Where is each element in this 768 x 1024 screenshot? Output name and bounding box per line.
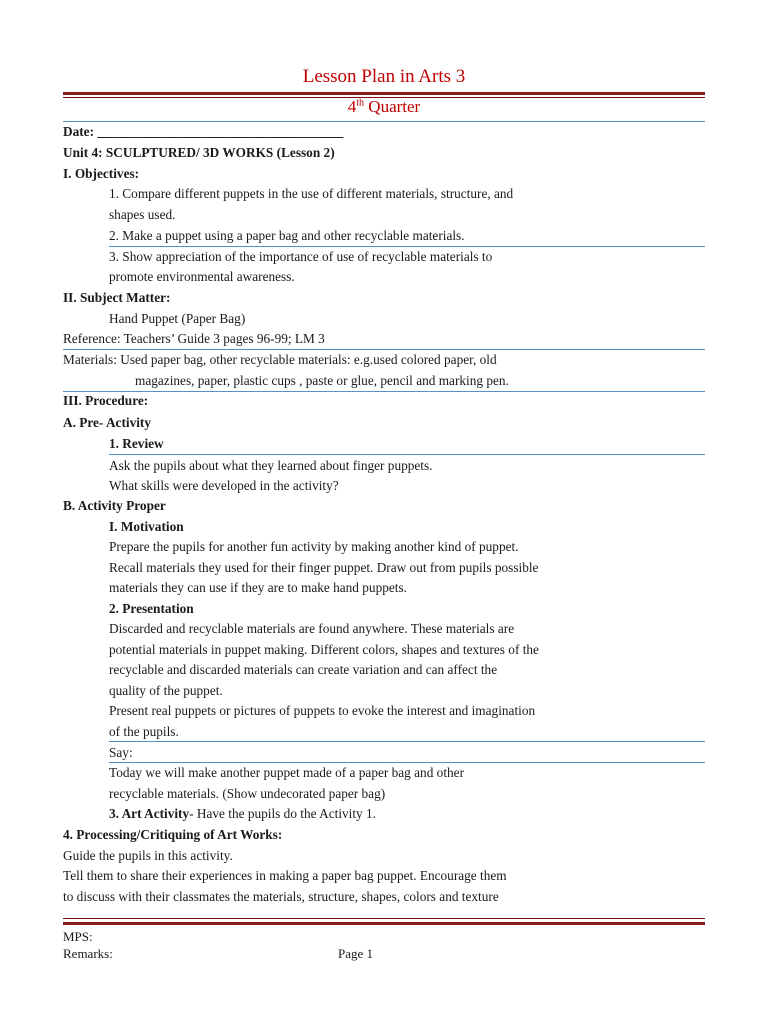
art-activity-heading: 3. Art Activity [109, 806, 190, 821]
date-line: Date: _____________________________________ [63, 124, 344, 139]
processing-text-a: Guide the pupils in this activity. [63, 848, 233, 863]
objective-3b: promote environmental awareness. [109, 269, 295, 284]
materials-line-a: Materials: Used paper bag, other recyclable materials: e.g.used colored paper, old [63, 352, 497, 367]
objectives-heading: I. Objectives: [63, 166, 140, 181]
activity-proper-heading: B. Activity Proper [63, 498, 166, 513]
materials-line-b: magazines, paper, plastic cups , paste or glue, pencil and marking pen. [135, 373, 509, 388]
art-activity-line [109, 806, 376, 822]
reference-separator [63, 349, 705, 350]
quarter-word: Quarter [368, 97, 421, 116]
reference-line: Reference: Teachers’ Guide 3 pages 96-99; LM 3 [63, 331, 325, 346]
footer-mps: MPS: [63, 929, 93, 944]
procedure-heading: III. Procedure: [63, 393, 149, 408]
objective-2: 2. Make a puppet using a paper bag and other recyclable materials. [109, 228, 465, 243]
page-number: Page 1 [338, 946, 374, 961]
say-separator [109, 762, 705, 763]
materials-separator [63, 391, 705, 392]
objective-1a: 1. Compare different puppets in the use of different materials, structure, and [109, 186, 514, 201]
footer-rule-thick [63, 922, 705, 925]
presentation-separator [109, 741, 705, 742]
subject-matter-heading: II. Subject Matter: [63, 290, 171, 305]
say-text-a: Today we will make another puppet made of a paper bag and other [109, 765, 464, 780]
presentation-text-b: potential materials in puppet making. Different colors, shapes and textures of the [109, 642, 539, 657]
presentation-text-f: of the pupils. [109, 724, 179, 739]
objective-separator [109, 246, 705, 247]
quarter-number: 4 [347, 97, 357, 116]
motivation-text-a: Prepare the pupils for another fun activity by making another kind of puppet. [109, 539, 519, 554]
review-text-a: Ask the pupils about what they learned about finger puppets. [109, 458, 433, 473]
header-rule-thick [63, 92, 705, 95]
footer-remarks: Remarks: [63, 946, 113, 961]
presentation-heading: 2. Presentation [109, 601, 194, 616]
quarter-superscript: th [356, 97, 365, 109]
processing-text-b: Tell them to share their experiences in making a paper bag puppet. Encourage them [63, 868, 507, 883]
motivation-text-c: materials they can use if they are to make hand puppets. [109, 580, 407, 595]
processing-heading: 4. Processing/Critiquing of Art Works: [63, 827, 283, 842]
pre-activity-heading: A. Pre- Activity [63, 415, 152, 430]
presentation-text-d: quality of the puppet. [109, 683, 223, 698]
review-separator [109, 454, 705, 455]
presentation-text-a: Discarded and recyclable materials are found anywhere. These materials are [109, 621, 515, 636]
presentation-text-e: Present real puppets or pictures of puppets to evoke the interest and imagination [109, 703, 536, 718]
motivation-heading: I. Motivation [109, 519, 184, 534]
presentation-text-c: recyclable and discarded materials can create variation and can affect the [109, 662, 498, 677]
review-text-b: What skills were developed in the activity? [109, 478, 339, 493]
objective-3a: 3. Show appreciation of the importance of use of recyclable materials to [109, 249, 493, 264]
say-label: Say: [109, 745, 133, 760]
processing-text-c: to discuss with their classmates the materials, structure, shapes, colors and texture [63, 889, 499, 904]
review-heading: 1. Review [109, 436, 164, 451]
document-title: Lesson Plan in Arts 3 [302, 66, 466, 87]
footer-rule-thin [63, 918, 705, 919]
quarter-underline [63, 121, 705, 122]
quarter-heading [0, 97, 768, 117]
subject-topic: Hand Puppet (Paper Bag) [109, 311, 246, 326]
objective-1b: shapes used. [109, 207, 176, 222]
art-activity-text: - Have the pupils do the Activity 1. [189, 806, 377, 821]
say-text-b: recyclable materials. (Show undecorated paper bag) [109, 786, 386, 801]
motivation-text-b: Recall materials they used for their finger puppet. Draw out from pupils possible [109, 560, 539, 575]
unit-heading: Unit 4: SCULPTURED/ 3D WORKS (Lesson 2) [63, 145, 335, 160]
